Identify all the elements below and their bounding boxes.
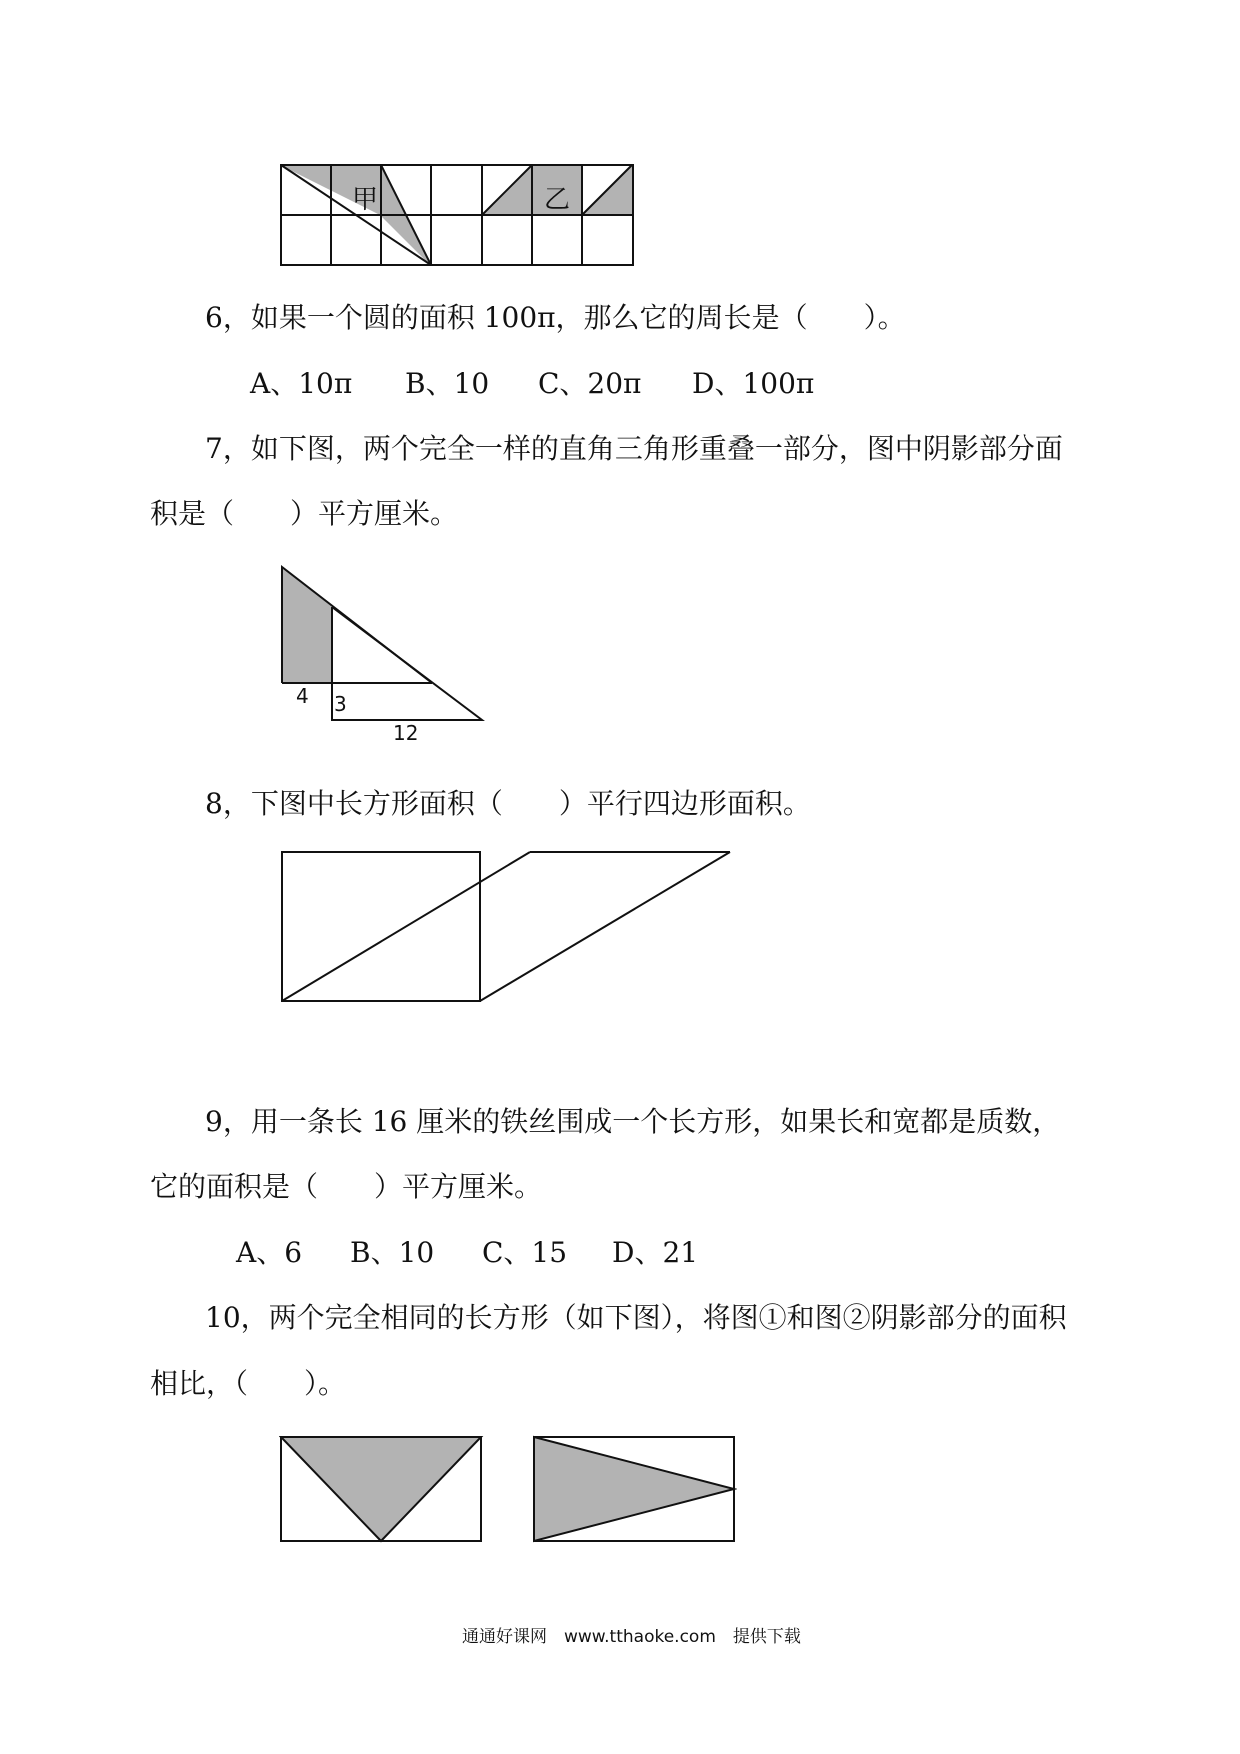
q9-option-a: A、6 — [236, 1236, 303, 1269]
q6-option-b: B、10 — [405, 367, 490, 400]
question-8: 8，下图中长方形面积（ ）平行四边形面积。 — [205, 787, 811, 820]
label-3: 3 — [334, 692, 347, 716]
triangles-figure — [280, 565, 490, 750]
q9-option-d: D、21 — [612, 1236, 699, 1269]
figure-2-rectangle — [532, 1435, 737, 1545]
question-10-line2: 相比，（ ）。 — [150, 1367, 347, 1400]
rectangle-parallelogram-figure — [280, 850, 735, 1005]
question-6: 6，如果一个圆的面积 100π，那么它的周长是（ ）。 — [205, 301, 906, 334]
question-10-line1: 10，两个完全相同的长方形（如下图），将图①和图②阴影部分的面积 — [205, 1301, 1067, 1334]
grid-figure — [280, 163, 635, 268]
q6-option-d: D、100π — [692, 367, 815, 400]
label-12: 12 — [393, 721, 419, 745]
question-7-line2: 积是（ ）平方厘米。 — [150, 497, 459, 530]
q6-option-a: A、10π — [250, 367, 353, 400]
question-9-line1: 9，用一条长 16 厘米的铁丝围成一个长方形，如果长和宽都是质数， — [205, 1105, 1061, 1138]
question-9-line2: 它的面积是（ ）平方厘米。 — [150, 1170, 543, 1203]
question-7-line1: 7，如下图，两个完全一样的直角三角形重叠一部分，图中阴影部分面 — [205, 432, 1063, 465]
q9-option-c: C、15 — [482, 1236, 568, 1269]
q9-option-b: B、10 — [350, 1236, 435, 1269]
label-yi: 乙 — [544, 185, 571, 215]
shaded-region — [282, 567, 332, 683]
label-jia: 甲 — [352, 185, 379, 215]
page-footer: 通通好课网 www.tthaoke.com 提供下载 — [462, 1627, 801, 1647]
label-4: 4 — [296, 684, 309, 708]
figure-1-rectangle — [279, 1435, 484, 1545]
q6-option-c: C、20π — [538, 367, 642, 400]
